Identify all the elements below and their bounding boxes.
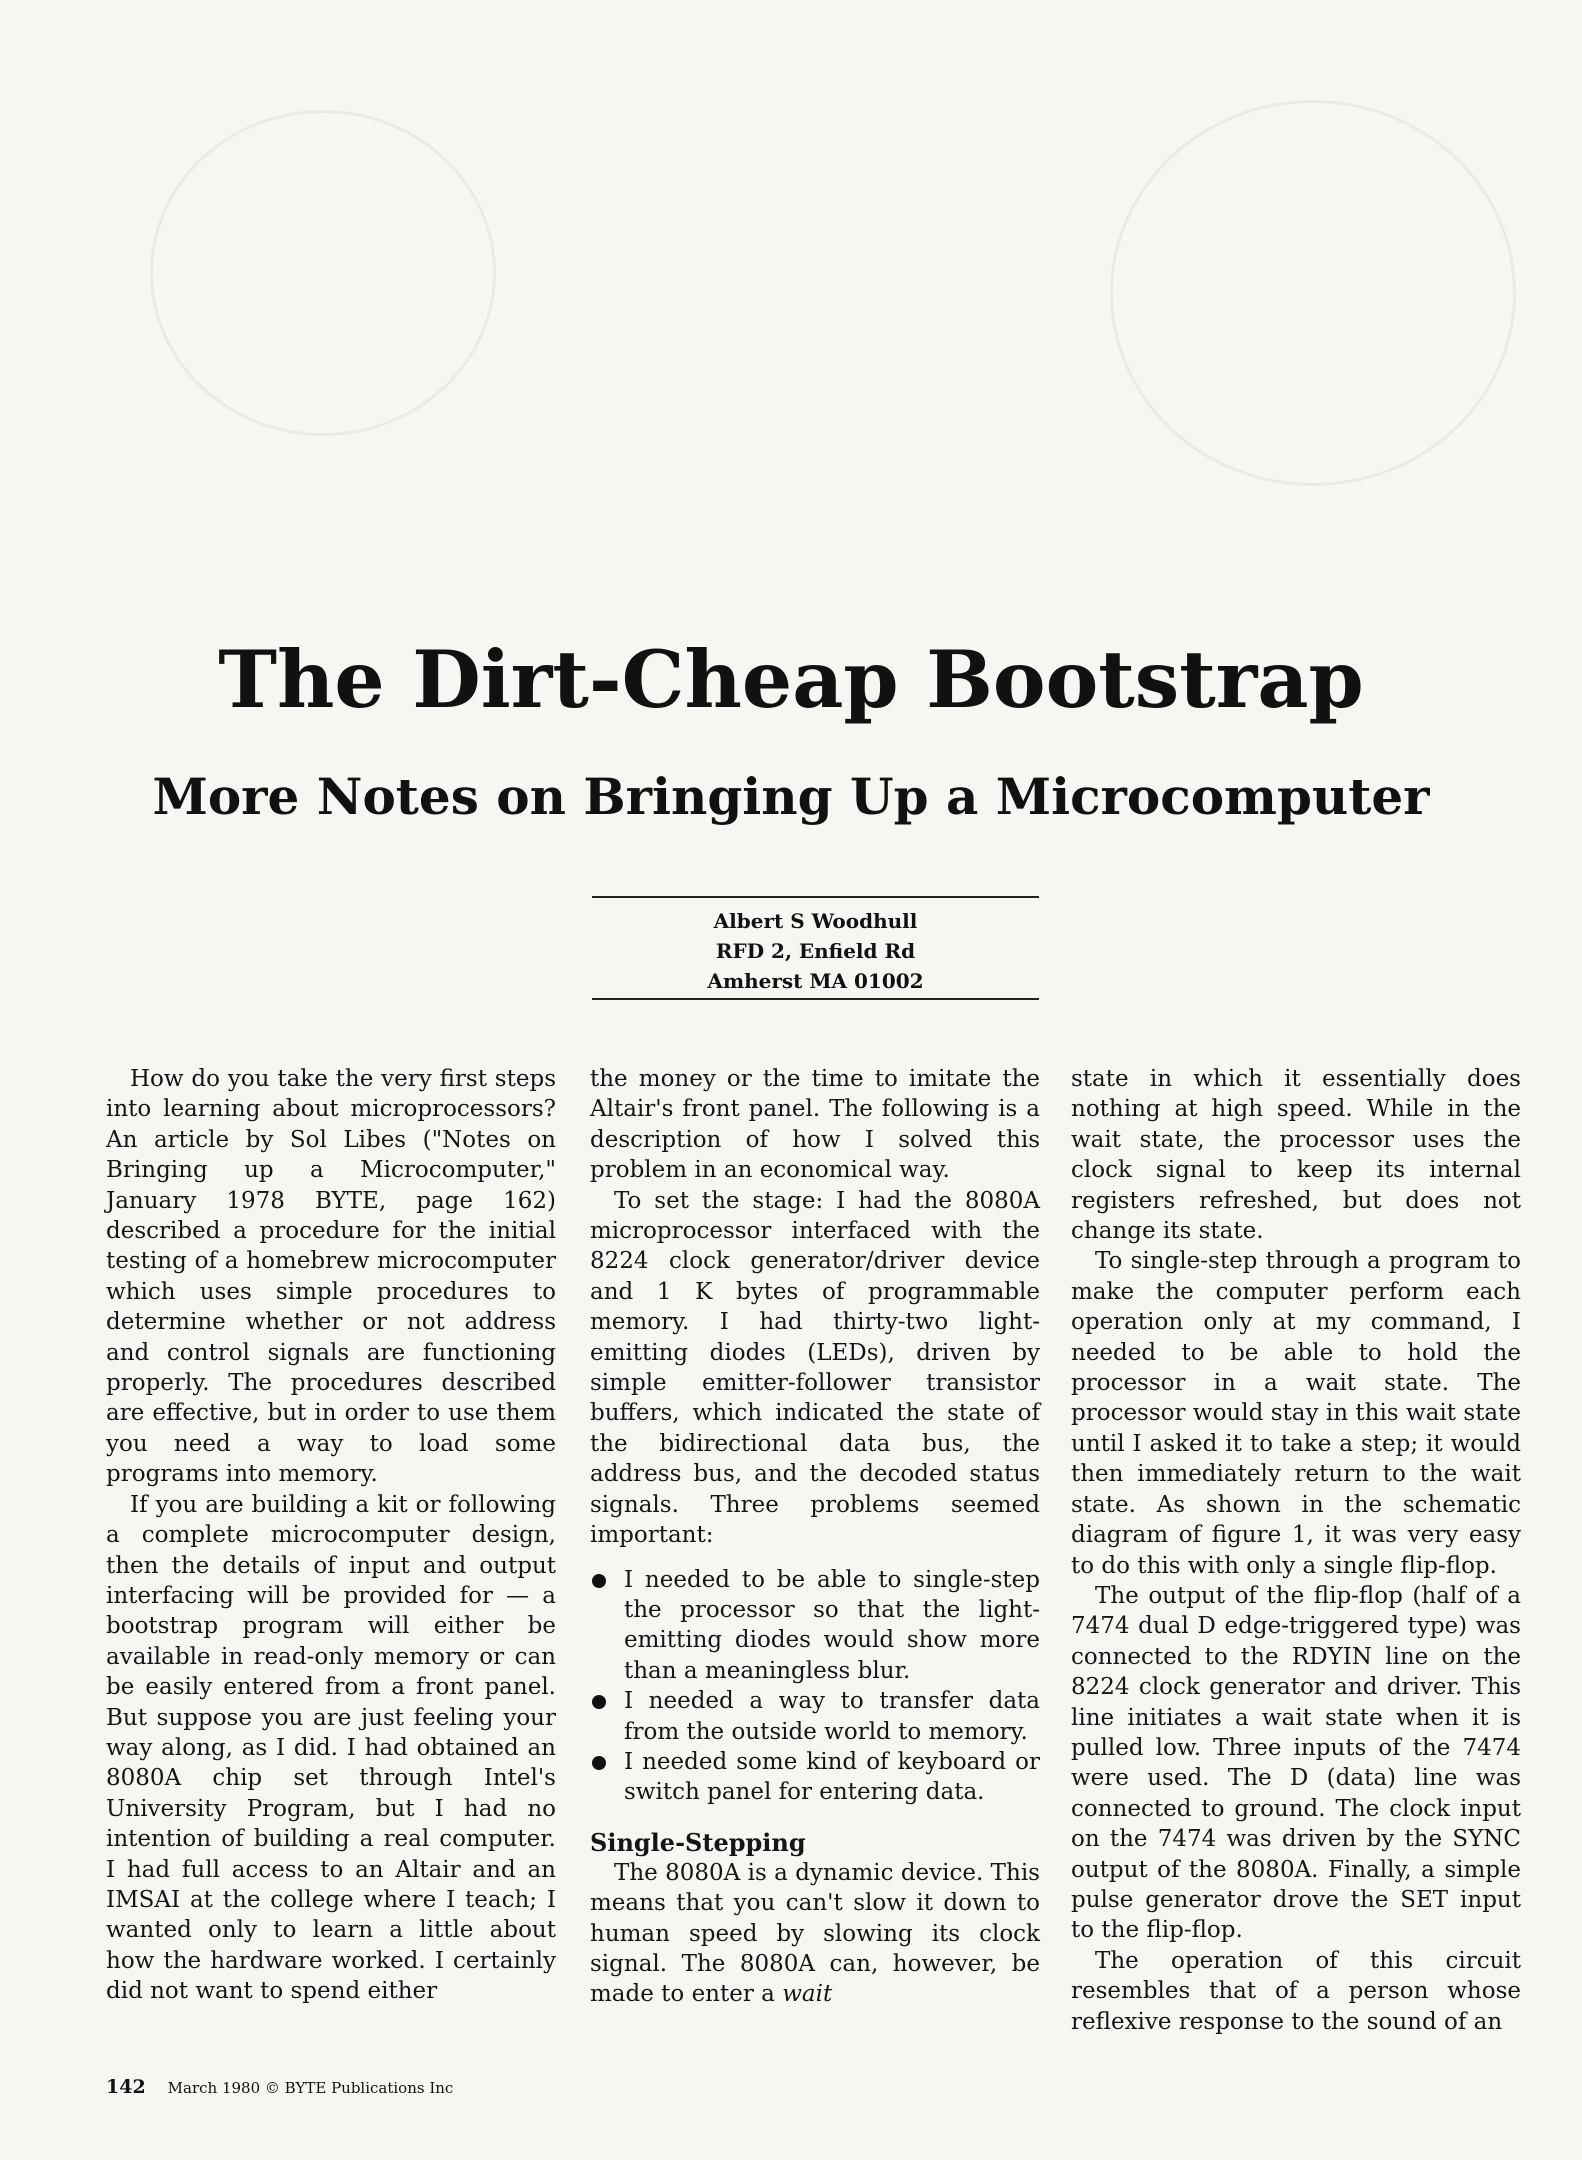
author-rule-top	[592, 896, 1039, 898]
section-heading: Single-Stepping	[590, 1827, 806, 1857]
page-number: 142	[106, 2076, 146, 2098]
paragraph: If you are building a kit or following a complete microcomputer design, then the details of input and output interfacing will be provided for — a bootstrap program will either be available in read-only memory or can be easily entered from a front panel. But suppose you are just feeling your way along, as I did. I had obtained an 8080A chip set through Intel's University Program, but I had no intention of building a real computer. I had full access to an Altair and an IMSAI at the college where I teach; I wanted only to learn a little about how the hardware worked. I certainly did not want to spend either	[106, 1491, 556, 2005]
author-address-line1: RFD 2, Enfield Rd	[715, 939, 916, 963]
bleedthrough-circle-left	[150, 110, 496, 436]
paragraph-text: The 8080A is a dynamic device. This means that you can't slow it down to human speed by slowing its clock signal. The 8080A can, however, be made to enter a	[590, 1859, 1040, 2008]
paragraph: The output of the flip-flop (half of a 7474 dual D edge-triggered type) was connected to the RDYIN line on the 8224 clock generator and driver. This line initiates a wait state when it is pulled low. Three inputs of the 7474 were used. The D (data) line was connected to ground. The clock input on the 7474 was driven by the SYNC output of the 8080A. Finally, a simple pulse generator drove the SET input to the flip-flop.	[1071, 1582, 1521, 1944]
footer-credit: March 1980 © BYTE Publications Inc	[167, 2079, 454, 2097]
list-item-text: I needed some kind of keyboard or switch panel for entering data.	[624, 1748, 1040, 1806]
body-column-2	[590, 1064, 1040, 2010]
author-address-line2: Amherst MA 01002	[707, 969, 924, 993]
list-item-text: I needed to be able to single-step the processor so that the light-emitting diodes would show more than a meaningless blur.	[624, 1566, 1040, 1684]
problem-list	[590, 1565, 1040, 1808]
bullet-icon	[592, 1574, 606, 1588]
paragraph: To single-step through a program to make the computer perform each operation only at my command, I needed to be able to hold the processor in a wait state. The processor would stay in this wait state until I asked it to take a step; it would then immediately return to the wait state. As shown in the schematic diagram of figure 1, it was very easy to do this with only a single flip-flop.	[1071, 1248, 1521, 1579]
list-item	[590, 1565, 1040, 1687]
body-column-1	[106, 1064, 556, 2007]
bleedthrough-circle-right	[1110, 100, 1516, 486]
paragraph	[590, 1858, 1040, 2010]
list-item	[590, 1747, 1040, 1808]
list-item-text: I needed a way to transfer data from the outside world to memory.	[624, 1688, 1040, 1745]
paragraph: To set the stage: I had the 8080A microprocessor interfaced with the 8224 clock generator/driver device and 1 K bytes of programmable memory. I had thirty-two light-emitting diodes (LEDs), driven by simple emitter-follower transistor buffers, which indicated the state of the bidirectional data bus, the address bus, and the decoded status signals. Three problems seemed important:	[590, 1187, 1040, 1549]
article-subtitle: More Notes on Bringing Up a Microcomputer	[152, 767, 1430, 826]
bullet-icon	[592, 1756, 606, 1770]
paragraph: the money or the time to imitate the Altair's front panel. The following is a description of how I solved this problem in an economical way.	[590, 1066, 1040, 1184]
author-name: Albert S Woodhull	[713, 909, 918, 933]
author-block	[592, 906, 1039, 996]
article-title: The Dirt-Cheap Bootstrap	[218, 633, 1364, 726]
body-column-3	[1071, 1064, 1521, 2037]
paragraph: The operation of this circuit resembles that of a person whose reflexive response to the sound of an	[1071, 1947, 1521, 2035]
italic-term: wait	[782, 1981, 833, 2008]
list-item	[590, 1686, 1040, 1747]
paragraph: How do you take the very first steps into learning about microprocessors? An article by Sol Libes ("Notes on Bringing up a Microcomputer," January 1978 BYTE, page 162) described a procedure for the initial testing of a homebrew microcomputer which uses simple procedures to determine whether or not address and control signals are functioning properly. The procedures described are effective, but in order to use them you need a way to load some programs into memory.	[106, 1066, 556, 1488]
author-rule-bottom	[592, 998, 1039, 1000]
paragraph: state in which it essentially does nothing at high speed. While in the wait state, the processor uses the clock signal to keep its internal registers refreshed, but does not change its state.	[1071, 1066, 1521, 1245]
page-footer	[106, 2076, 453, 2098]
bullet-icon	[592, 1695, 606, 1709]
